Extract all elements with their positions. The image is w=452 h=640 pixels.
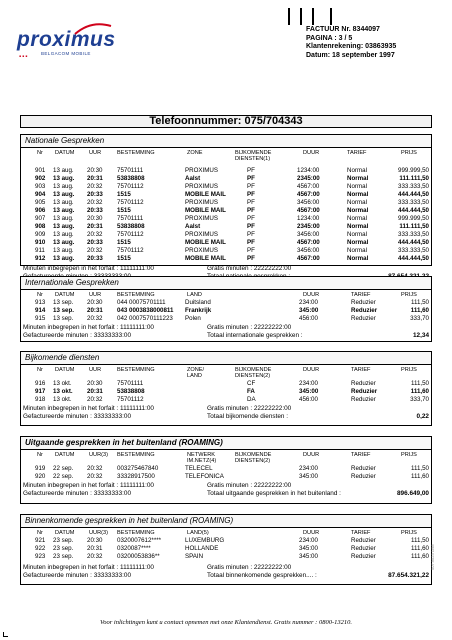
table-header: Nr DATUM UUR BESTEMMING ZONE/ LAND BIJKOMENDE DIENSTEN(2) DUUR TARIEF PRIJS — [37, 367, 417, 379]
col-duration: DUUR — [303, 150, 320, 156]
brand-name: proximus — [17, 28, 116, 51]
table-row: 903 13 aug. 20:32 75701112 PROXIMUS PF 4567:00 Normal 333.333,50 — [35, 183, 429, 190]
table-row: 922 23 sep. 20:31 0320087**** HOLLANDE 345:00 Reduzier 111,60 — [35, 545, 429, 552]
summary-row: Minuten inbegrepen in het forfait : 11111111:00 Gratis minuten : 22222222:00 — [23, 564, 292, 571]
table-row: 923 23 sep. 20:32 03200053836** SPAIN 345:00 Reduzier 111,60 — [35, 553, 429, 560]
table-header — [21, 150, 431, 163]
col-rate: TARIEF — [347, 150, 367, 156]
summary-row: Gefactureerde minuten : 33333333:00 Totaal internationale gesprekken : 12,34 — [23, 332, 429, 339]
table-row: 920 22 sep. 20:32 33328917500 TELEFONICA 345:00 Reduzier 111,60 — [35, 473, 429, 480]
col-time: UUR — [89, 150, 102, 156]
col-extra-services: BIJKOMENDE DIENSTEN(1) — [235, 150, 272, 162]
table-row: 916 13 okt. 20:30 75701111 CF 234:00 Reduzier 111,50 — [35, 380, 429, 387]
brand-tagline: BELGACOM MOBILE — [41, 51, 91, 56]
side-document-code: 507.9523 1/98 — [430, 544, 435, 570]
section-incoming-roaming — [20, 514, 432, 585]
table-header: Nr DATUM UUR BESTEMMING LAND DUUR TARIEF PRIJS — [37, 292, 417, 298]
table-row: 905 13 aug. 20:32 75701112 PROXIMUS PF 3456:00 Normal 333.333,50 — [35, 199, 429, 206]
table-row: 913 13 sep. 20:30 044 00075701111 Duitsland 234:00 Reduzier 111,50 — [35, 299, 429, 306]
table-header: Nr DATUM UUR(3) BESTEMMING NETWERK IM.NETZ(4) BIJKOMENDE DIENSTEN(2) DUUR TARIEF PRIJS — [37, 452, 417, 464]
col-zone: ZONE — [187, 150, 203, 156]
table-row: 902 13 aug. 20:31 53838808 Aalst PF 2345:00 Normal 111.111,50 — [35, 175, 429, 182]
table-row: 904 13 aug. 20:33 1515 MOBILE MAIL PF 4567:00 Normal 444.444,50 — [35, 191, 429, 198]
section-total: 87.654.321,22 — [388, 572, 429, 579]
table-row: 911 13 aug. 20:32 75701112 PROXIMUS PF 3456:00 Normal 333.333,50 — [35, 247, 429, 254]
call-rows — [21, 167, 431, 263]
table-row: 908 13 aug. 20:31 53838808 Aalst PF 2345:00 Normal 111.111,50 — [35, 223, 429, 230]
summary-row: Minuten inbegrepen in het forfait : 11111111:00 Gratis minuten : 22222222:00 — [23, 324, 292, 331]
section-title: Bijkomende diensten — [21, 352, 431, 365]
summary-row: Minuten inbegrepen in het forfait : 11111111:00 Gratis minuten : 22222222:00 — [23, 405, 292, 412]
section-international-calls — [20, 276, 432, 342]
section-title: Nationale Gesprekken — [21, 135, 431, 148]
table-row: 917 13 okt. 20:31 53838808 FA 345:00 Reduzier 111,60 — [35, 388, 429, 395]
table-row: 918 13 okt. 20:32 75701112 DA 456:00 Reduzier 333,70 — [35, 396, 429, 403]
table-row: 921 23 sep. 20:30 0320007612**** LUXEMBURG 234:00 Reduzier 111,50 — [35, 537, 429, 544]
col-price: PRIJS — [401, 150, 417, 156]
invoice-info — [306, 26, 396, 60]
section-title: Binnenkomende gesprekken in het buitenland (ROAMING) — [21, 515, 431, 528]
table-row: 915 13 sep. 20:32 042 0007570111223 Polen 456:00 Reduzier 333,70 — [35, 315, 429, 322]
summary-row: Gefactureerde minuten : 33333333:00 Totaal uitgaande gesprekken in het buitenland : 896.649,00 — [23, 490, 429, 497]
table-row: 919 22 sep. 20:32 003275467840 TELECEL 234:00 Reduzier 111,50 — [35, 465, 429, 472]
table-header: Nr DATUM UUR(3) BESTEMMING LAND(5) DUUR TARIEF PRIJS — [37, 530, 417, 536]
col-nr: Nr — [37, 150, 43, 156]
section-title: Internationale Gesprekken — [21, 277, 431, 290]
invoice-page: PAGINA : 3 / 5 — [306, 34, 353, 42]
invoice-date: Datum: 18 september 1997 — [306, 51, 395, 59]
section-extra-services — [20, 351, 432, 426]
corner-mark-icon — [3, 632, 8, 637]
phone-number-bar — [20, 115, 432, 128]
section-total: 896.649,00 — [397, 490, 429, 497]
customer-account: Klantenrekening: 03863935 — [306, 43, 397, 50]
summary-row: Gefactureerde minuten : 33333333:00 Totaal bijkomende diensten : 0,22 — [23, 413, 429, 420]
table-row: 906 13 aug. 20:33 1515 MOBILE MAIL PF 4567:00 Normal 444.444,50 — [35, 207, 429, 214]
table-row: 909 13 aug. 20:32 75701112 PROXIMUS PF 3456:00 Normal 333.333,50 — [35, 231, 429, 238]
section-title: Uitgaande gesprekken in het buitenland (ROAMING) — [21, 437, 431, 450]
table-row: 907 13 aug. 20:30 75701111 PROXIMUS PF 1234:00 Normal 999.999,50 — [35, 215, 429, 222]
summary-row: Gefactureerde minuten : 33333333:00 Totaal binnenkomende gesprekken.... : 87.654.321,22 — [23, 572, 429, 579]
table-row: 912 13 aug. 20:33 1515 MOBILE MAIL PF 4567:00 Normal 444.444,50 — [35, 255, 429, 262]
section-national-calls — [20, 134, 432, 272]
col-date: DATUM — [55, 150, 75, 156]
section-total: 0,22 — [416, 413, 429, 420]
footer-note: Voor inlichtingen kunt u contact opnemen met onze Klantendienst. Gratis nummer : 0800-13210. — [99, 619, 353, 626]
phone-number-title: Telefoonnummer: 075/704343 — [149, 115, 303, 127]
section-total: 12,34 — [413, 332, 429, 339]
logo-dots-icon: ▪▪▪ — [19, 54, 29, 60]
col-destination: BESTEMMING — [117, 150, 155, 156]
proximus-logo — [17, 22, 127, 62]
table-row: 914 13 sep. 20:31 043 0003838000811 Frankrijk 345:00 Reduzier 111,60 — [35, 307, 429, 314]
table-row: 910 13 aug. 20:33 1515 MOBILE MAIL PF 4567:00 Normal 444.444,50 — [35, 239, 429, 246]
section-outgoing-roaming — [20, 436, 432, 504]
invoice-number: FACTUUR Nr. 8344097 — [306, 26, 380, 33]
barcode-marks-icon — [288, 8, 348, 26]
summary-row: Minuten inbegrepen in het forfait : 11111111:00 Gratis minuten : 22222222:00 — [23, 265, 292, 272]
summary-row: Minuten inbegrepen in het forfait : 11111111:00 Gratis minuten : 22222222:00 — [23, 482, 292, 489]
table-row: 901 13 aug. 20:30 75701111 PROXIMUS PF 1234:00 Normal 999.999,50 — [35, 167, 429, 174]
